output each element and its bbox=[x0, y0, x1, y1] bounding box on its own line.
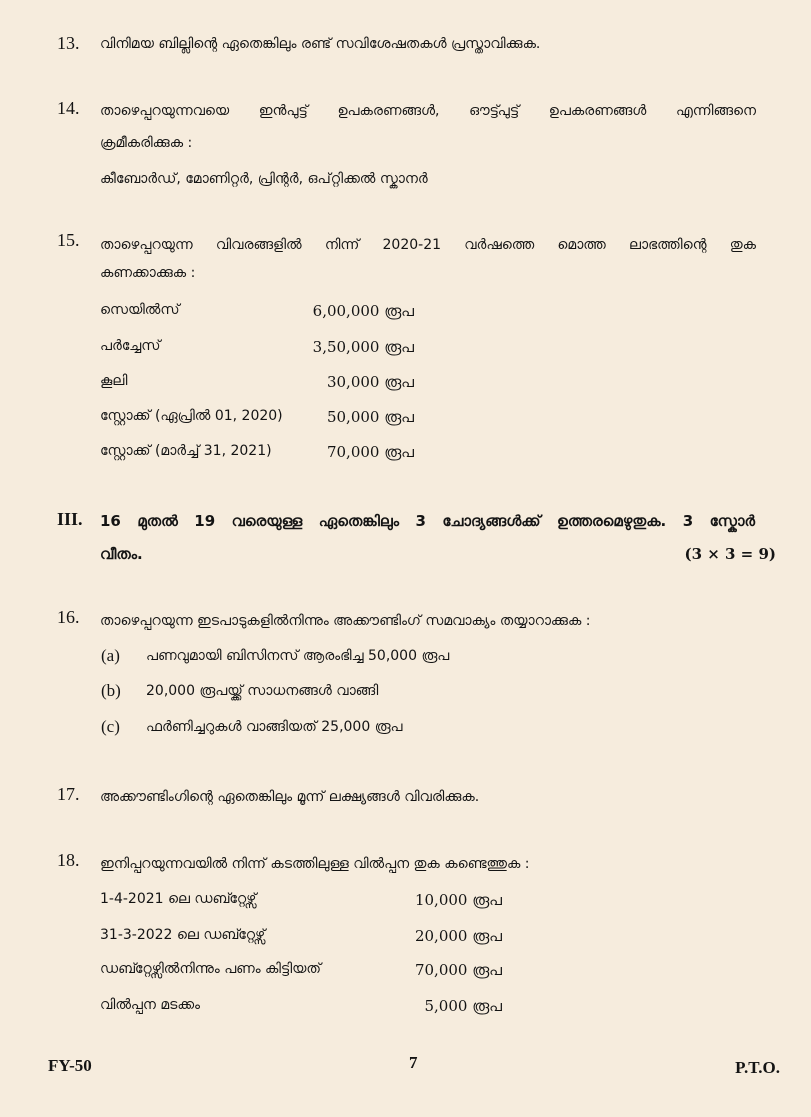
table-row-amount: 70,000 രൂപ bbox=[326, 443, 414, 461]
question-number: 17. bbox=[57, 784, 80, 804]
question-number: 18. bbox=[57, 850, 80, 870]
question-number: 16. bbox=[57, 607, 80, 627]
table-row-label: സെയിൽസ് bbox=[100, 302, 180, 318]
pto-label: P.T.O. bbox=[735, 1058, 780, 1077]
table-row-label: വിൽപ്പന മടക്കം bbox=[100, 997, 200, 1013]
table-row-amount: 6,00,000 രൂപ bbox=[312, 302, 414, 320]
item-label: (a) bbox=[101, 646, 120, 665]
section-marks: (3 × 3 = 9) bbox=[684, 545, 776, 563]
table-row-amount: 5,000 രൂപ bbox=[424, 997, 502, 1015]
table-row-label: ഡബ്റ്റേഴ്സിൽനിന്നും പണം കിട്ടിയത് bbox=[100, 961, 322, 977]
table-row-label: 31-3-2022 ലെ ഡബ്റ്റേഴ്സ് bbox=[100, 927, 266, 943]
table-row-amount: 20,000 രൂപ bbox=[414, 927, 502, 945]
table-row-label: സ്റ്റോക്ക് (മാർച്ച് 31, 2021) bbox=[100, 443, 272, 459]
table-row-amount: 70,000 രൂപ bbox=[414, 961, 502, 979]
table-row-label: പർച്ചേസ് bbox=[100, 338, 161, 354]
question-text: കണക്കാക്കുക : bbox=[100, 265, 196, 281]
question-text: അക്കൗണ്ടിംഗിന്റെ ഏതെങ്കിലും മൂന്ന് ലക്ഷ്യങ്ങൾ വിവരിക്കുക. bbox=[100, 789, 480, 805]
question-text: താഴെപ്പറയുന്നവയെ ഇൻപുട്ട് ഉപകരണങ്ങൾ, ഔട്ട്പുട്ട് ഉപകരണങ്ങൾ എന്നിങ്ങനെ bbox=[100, 103, 756, 119]
question-text: താഴെപ്പറയുന്ന ഇടപാടുകളിൽനിന്നും അക്കൗണ്ടിംഗ് സമവാക്യം തയ്യാറാക്കുക : bbox=[100, 613, 591, 629]
question-number: 14. bbox=[57, 98, 80, 118]
question-number: 13. bbox=[57, 33, 80, 53]
question-text: ഇനിപ്പറയുന്നവയിൽ നിന്ന് കടത്തിലുള്ള വിൽപ്പന തുക കണ്ടെത്തുക : bbox=[100, 856, 530, 872]
item-label: (b) bbox=[101, 681, 121, 700]
question-text: താഴെപ്പറയുന്ന വിവരങ്ങളിൽ നിന്ന് 2020-21 വർഷത്തെ മൊത്ത ലാഭത്തിന്റെ തുക bbox=[100, 237, 756, 253]
item-text: പണവുമായി ബിസിനസ് ആരംഭിച്ച 50,000 രൂപ bbox=[146, 648, 450, 664]
table-row-label: സ്റ്റോക്ക് (ഏപ്രിൽ 01, 2020) bbox=[100, 408, 283, 424]
table-row-label: 1-4-2021 ലെ ഡബ്റ്റേഴ്സ് bbox=[100, 891, 257, 907]
table-row-amount: 3,50,000 രൂപ bbox=[312, 338, 414, 356]
table-row-amount: 30,000 രൂപ bbox=[326, 373, 414, 391]
question-text: ക്രമീകരിക്കുക : bbox=[100, 135, 193, 151]
page-number: 7 bbox=[409, 1053, 418, 1072]
question-number: 15. bbox=[57, 230, 80, 250]
table-row-amount: 50,000 രൂപ bbox=[326, 408, 414, 426]
table-row-amount: 10,000 രൂപ bbox=[414, 891, 502, 909]
section-instructions: 16 മുതൽ 19 വരെയുള്ള ഏതെങ്കിലും 3 ചോദ്യങ്ങൾക്ക് ഉത്തരമെഴുതുക. 3 സ്കോർ bbox=[100, 512, 755, 530]
item-text: ഫർണിച്ചറുകൾ വാങ്ങിയത് 25,000 രൂപ bbox=[146, 719, 403, 735]
item-label: (c) bbox=[101, 717, 120, 736]
section-instructions: വീതം. bbox=[100, 545, 143, 563]
table-row-label: കൂലി bbox=[100, 373, 128, 389]
question-text: വിനിമയ ബില്ലിന്റെ ഏതെങ്കിലും രണ്ട് സവിശേഷതകൾ പ്രസ്താവിക്കുക. bbox=[100, 36, 541, 52]
question-items: കീബോർഡ്, മോണിറ്റർ, പ്രിന്റർ, ഒപ്റ്റിക്കൽ സ്കാനർ bbox=[100, 171, 428, 187]
paper-code: FY-50 bbox=[48, 1056, 92, 1075]
section-number: III. bbox=[57, 509, 83, 529]
item-text: 20,000 രൂപയ്ക്ക് സാധനങ്ങൾ വാങ്ങി bbox=[146, 683, 379, 699]
